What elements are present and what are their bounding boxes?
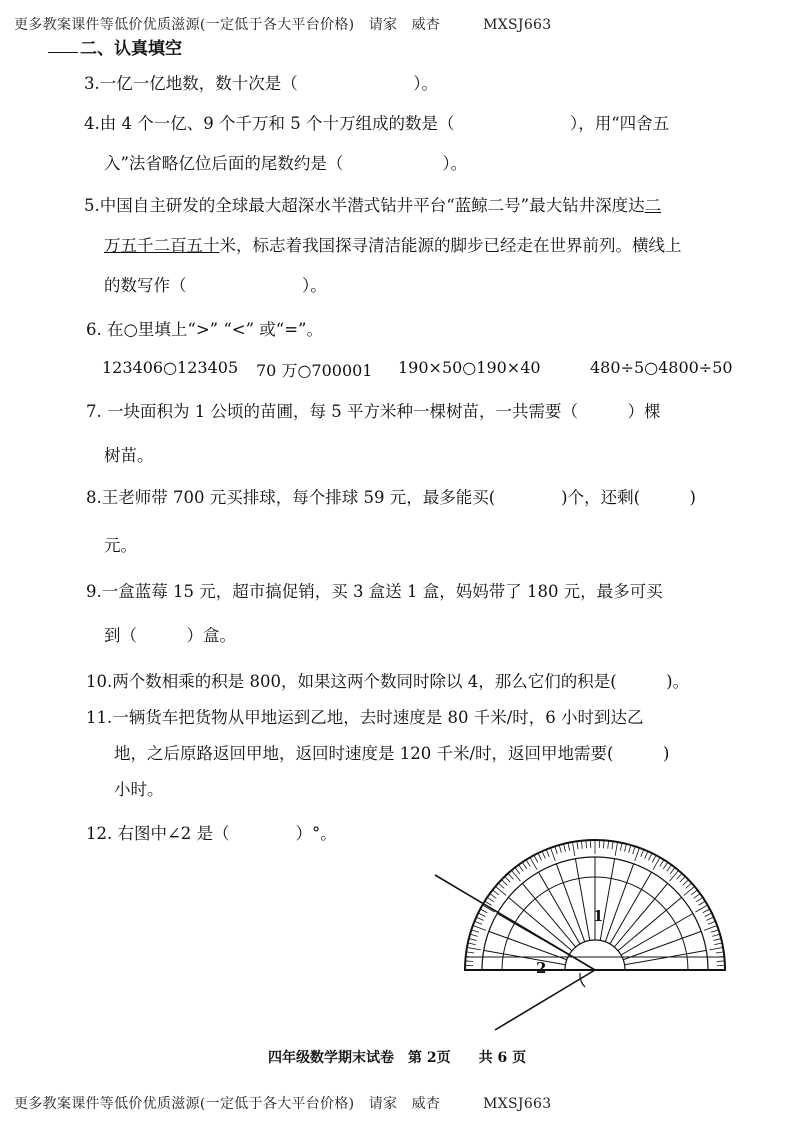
protractor-tick [670, 868, 675, 874]
protractor-tick [677, 873, 682, 879]
protractor-spoke [484, 950, 566, 964]
protractor-tick [465, 961, 473, 962]
protractor-tick [469, 939, 477, 941]
protractor-tick [648, 853, 652, 860]
protractor-tick [703, 909, 710, 913]
protractor-tick [471, 930, 479, 932]
section-title: 二、认真填空 [80, 39, 182, 59]
protractor-tick [559, 845, 561, 853]
question-5-line-3: 的数写作（ ）。 [104, 276, 327, 295]
protractor-tick [706, 917, 713, 920]
question-9-line-1: 9.一盒蓝莓 15 元，超市搞促销，买 3 盒送 1 盒，妈妈带了 180 元，最多可买 [86, 582, 663, 601]
question-7-line-1: 7. 一块面积为 1 公顷的苗圃，每 5 平方米种一棵树苗，一共需要（ ）棵 [86, 402, 661, 421]
angle-label-1: 1 [593, 907, 604, 925]
protractor-tick [680, 876, 686, 882]
protractor-tick [608, 841, 609, 849]
protractor-tick [546, 849, 549, 856]
protractor-tick [473, 926, 486, 931]
protractor-tick [604, 840, 605, 848]
protractor-tick [698, 901, 705, 905]
protractor-tick [615, 842, 617, 856]
protractor-tick [467, 947, 481, 949]
bottom-banner: 更多教案课件等低价优质滋源(一定低于各大平台价格) 请家 威杏 MXSJ663 [14, 1096, 552, 1112]
protractor-tick [635, 848, 640, 861]
question-5-underlined-number: 万五千二百五十 [104, 236, 220, 255]
angle-2-arc [580, 973, 585, 987]
protractor-tick [712, 934, 720, 936]
question-5-line-1 [84, 192, 661, 216]
protractor-tick [551, 848, 556, 861]
question-3: 3.一亿一亿地数，数十次是（ ）。 [84, 74, 438, 93]
protractor-spoke [623, 931, 701, 959]
protractor-tick [645, 851, 648, 858]
protractor-spoke [556, 864, 584, 942]
protractor-spoke [610, 872, 652, 944]
protractor-tick [490, 894, 496, 899]
question-4-line-1: 4.由 4 个一亿、9 个千万和 5 个十万组成的数是（ ），用“四舍五 [84, 114, 670, 133]
angle-label-2: 2 [536, 959, 547, 977]
comparison-3: 190×50○190×40 [398, 358, 541, 377]
protractor-tick [493, 890, 499, 895]
question-8-line-1: 8.王老师带 700 元买排球，每个排球 59 元，最多能买( )个，还剩( ) [86, 488, 696, 507]
protractor-tick [663, 862, 667, 869]
protractor-tick [572, 842, 574, 856]
question-5-line-2-rest: 米，标志着我国探寻清洁能源的脚步已经走在世界前列。横线上 [219, 236, 682, 255]
protractor-tick [522, 862, 526, 869]
question-5-underlined-start: 二 [644, 196, 662, 215]
protractor-tick [501, 880, 507, 886]
protractor-tick [468, 943, 476, 945]
protractor-tick [577, 841, 578, 849]
protractor-tick [542, 851, 545, 858]
protractor-tick [476, 917, 483, 920]
top-banner: 更多教案课件等低价优质滋源(一定低于各大平台价格) 请家 威杏 MXSJ663 [14, 17, 552, 33]
protractor-tick [515, 868, 520, 874]
protractor-tick [466, 952, 474, 953]
protractor-tick [586, 840, 587, 848]
protractor-tick [641, 849, 644, 856]
protractor-tick [538, 853, 542, 860]
protractor-tick [519, 865, 524, 871]
protractor-tick [683, 880, 689, 886]
question-11-line-2: 地，之后原路返回甲地，返回时速度是 120 千米/时，返回甲地需要( ) [114, 744, 670, 763]
protractor-tick [660, 860, 664, 867]
protractor-tick [652, 855, 656, 862]
protractor-spoke [575, 859, 589, 941]
question-9-line-2: 到（ ）盒。 [104, 626, 236, 645]
protractor-tick [470, 934, 478, 936]
protractor-tick [508, 873, 513, 879]
page-footer: 四年级数学期末试卷 第 2页 共 6 页 [268, 1050, 527, 1066]
protractor-tick [625, 844, 627, 852]
protractor-tick [568, 843, 570, 851]
question-5-text: 5.中国自主研发的全球最大超深水半潜式钻井平台“蓝鲸二号”最大钻井深度达 [84, 196, 645, 215]
question-4-line-2: 入”法省略亿位后面的尾数约是（ ）。 [104, 154, 468, 173]
comparison-1: 123406○123405 [102, 358, 239, 377]
protractor-tick [694, 894, 700, 899]
protractor-spoke [625, 950, 707, 964]
protractor-tick [696, 897, 703, 901]
protractor-tick [495, 886, 506, 895]
protractor-tick [564, 844, 566, 852]
protractor-tick [629, 845, 631, 853]
protractor-spoke [600, 859, 614, 941]
protractor-tick [534, 855, 538, 862]
protractor-tick [633, 846, 635, 854]
protractor-tick [526, 860, 530, 867]
protractor-tick [667, 865, 672, 871]
protractor-tick [713, 939, 721, 941]
protractor-tick [711, 930, 719, 932]
question-8-line-2: 元。 [104, 536, 137, 555]
section-underline [48, 52, 78, 53]
protractor-spoke [539, 872, 581, 944]
question-7-line-2: 树苗。 [104, 446, 154, 465]
protractor-tick [684, 886, 695, 895]
protractor-tick [714, 943, 722, 945]
protractor-tick [686, 883, 692, 888]
question-10: 10.两个数相乘的积是 800，如果这两个数同时除以 4，那么它们的积是( )。 [86, 672, 690, 691]
protractor-tick [505, 876, 511, 882]
protractor-tick [480, 909, 487, 913]
protractor-tick [709, 947, 723, 949]
protractor-tick [620, 843, 622, 851]
protractor-tick [581, 841, 582, 849]
protractor-tick [478, 913, 485, 917]
comparison-4: 480÷5○4800÷50 [590, 358, 733, 377]
protractor-tick [612, 841, 613, 849]
protractor-tick [498, 883, 504, 888]
question-11-line-1: 11.一辆货车把货物从甲地运到乙地，去时速度是 80 千米/时，6 小时到达乙 [86, 708, 644, 727]
protractor-figure [430, 835, 730, 1040]
question-5-line-2 [104, 232, 682, 256]
comparison-2: 70 万○700001 [256, 361, 373, 380]
protractor-tick [705, 913, 712, 917]
protractor-tick [704, 926, 717, 931]
question-6: 6. 在○里填上“>” “<” 或“=”。 [86, 320, 323, 339]
protractor-tick [717, 961, 725, 962]
protractor-tick [487, 897, 494, 901]
question-12: 12. 右图中∠2 是（ ）°。 [86, 824, 337, 843]
protractor-tick [691, 890, 697, 895]
question-11-line-3: 小时。 [114, 780, 164, 799]
protractor-tick [511, 870, 520, 881]
protractor-tick [670, 870, 679, 881]
protractor-tick [708, 921, 715, 924]
protractor-spoke [621, 914, 693, 956]
protractor-tick [474, 921, 481, 924]
protractor-tick [555, 846, 557, 854]
protractor-tick [716, 952, 724, 953]
protractor-spoke [605, 864, 633, 942]
